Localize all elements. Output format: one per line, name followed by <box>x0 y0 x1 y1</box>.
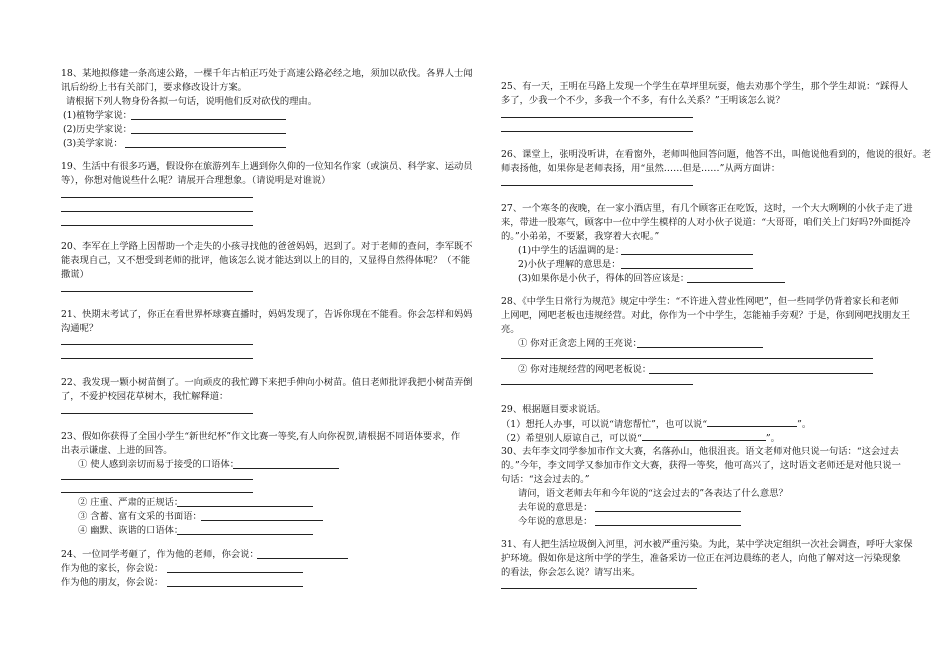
q18-text-line2: 讯后纷纷上书有关部门，要求修改设计方案。 <box>61 82 247 93</box>
q23-extra-line-2[interactable] <box>61 492 253 493</box>
q23-text-line1: 23、假如你获得了全国小学生“新世纪杯”作文比赛一等奖,有人向你祝贺,请根据不同语体要求，作 <box>61 431 461 442</box>
q20-text-line1: 20、李军在上学路上因帮助一个走失的小孩寻找他的爸爸妈妈，迟到了。对于老师的查问，李军既不 <box>61 241 473 252</box>
q24-friend-label: 作为他的朋友，你会说： <box>61 577 164 588</box>
q28-owner-answer-line[interactable] <box>649 373 873 374</box>
q30-last-year-label: 去年说的意思是： <box>518 502 593 513</box>
q28-text-line1: 28、《中学生日常行为规范》规定中学生：“不许进入营业性网吧”，但一些同学仍背着家长和老师 <box>501 296 899 307</box>
q29-text-line1: 29、根据题目要求说话。 <box>501 404 606 415</box>
q20-text-line3: 撒谎） <box>61 269 89 280</box>
q18-aesthetician-answer-line[interactable] <box>125 147 286 148</box>
q18-botanist-label: (1)植物学家说： <box>63 110 132 121</box>
q29-item1-prefix: （1）想托人办事，可以说“请您帮忙”，也可以说“ <box>501 419 708 430</box>
q23-text-line2: 出表示谦虚、上进的回答。 <box>61 445 173 456</box>
q30-text-line1: 30、去年李文同学参加市作文大赛，名落孙山，他很沮丧。语文老师对他只说一句话：“这会过去 <box>501 446 899 457</box>
q27-youngman-label: 2)小伙子理解的意思是： <box>518 259 621 270</box>
q29-item1-suffix: ”。 <box>797 419 812 430</box>
q28-text-line3: 亮。 <box>501 324 520 335</box>
q26-answer-line[interactable] <box>501 185 693 186</box>
q27-student-answer-line[interactable] <box>621 254 753 255</box>
q24-teacher-answer-line[interactable] <box>257 558 348 559</box>
q31-answer-line[interactable] <box>501 588 697 589</box>
q30-this-year-answer-line[interactable] <box>595 525 741 526</box>
q29-item2-answer-blank[interactable] <box>642 431 766 441</box>
q30-text-line2: 的。”今年，李文同学又参加市作文大赛，获得一等奖，他可高兴了，这时语文老师还是对他只说一 <box>501 460 901 471</box>
q27-student-label: (1)中学生的话温调的是： <box>518 245 625 256</box>
q28-wangliang-answer-line[interactable] <box>637 347 763 348</box>
q24-parent-label: 作为他的家长，你会说： <box>61 563 164 574</box>
q18-historian-answer-line[interactable] <box>131 133 286 134</box>
q27-text-line1: 27、一个寒冬的夜晚，在一家小酒店里，有几个顾客正在吃饭，这时，一个大大咧咧的小伙子走了进 <box>501 203 913 214</box>
q23-literary-label: ③ 含蓄、富有文采的书面语： <box>78 511 202 522</box>
q24-parent-answer-line[interactable] <box>167 572 303 573</box>
q19-answer-line-3[interactable] <box>61 225 253 226</box>
q23-colloquial-label: ① 使人感到亲切而易于接受的口语体： <box>78 459 240 470</box>
q19-answer-line-1[interactable] <box>61 197 253 198</box>
q23-humorous-label: ④ 幽默、诙谐的口语体： <box>78 525 184 536</box>
q27-reply-answer-line[interactable] <box>687 282 785 283</box>
q27-text-line2: 来，带进一股寒气，顾客中一位中学生模样的人对小伙子说道：“大哥哥，咱们关上门好吗?外面挺冷 <box>501 217 911 228</box>
q30-last-year-answer-line[interactable] <box>595 511 741 512</box>
q30-question: 请问，语文老师去年和今年说的“这会过去的”各表达了什么意思？ <box>518 488 788 499</box>
q30-this-year-label: 今年说的意思是： <box>518 516 593 527</box>
q21-answer-line-1[interactable] <box>61 344 253 345</box>
q28-owner-answer-line-2[interactable] <box>501 384 693 385</box>
q28-text-line2: 上网吧，网吧老板也违规经营。对此，你作为一个中学生，怎能袖手旁观？于是，你到网吧找朋友王 <box>501 310 911 321</box>
q18-instruction: 请根据下列人物身份各拟一句话，说明他们反对砍伐的理由。 <box>66 96 318 107</box>
q30-text-line3: 句话：“这会过去的。” <box>501 474 590 485</box>
q19-answer-line-2[interactable] <box>61 211 253 212</box>
q21-text-line2: 沟通呢？ <box>61 323 99 334</box>
q31-text-line3: 的看法，你会怎么说？请写出来。 <box>501 567 641 578</box>
q23-colloquial-answer-line[interactable] <box>233 468 339 469</box>
q26-text-line2: 师表扬他，如果你是老师表扬，用“虽然……但是……”从两方面讲： <box>501 163 781 174</box>
q24-teacher-label: 24、一位同学考砸了，作为他的老师，你会说： <box>61 549 259 560</box>
q28-extra-line[interactable] <box>501 358 873 359</box>
q26-text-line1: 26、课堂上，张明没听讲，在看窗外，老师叫他回答问题，他答不出，叫他说他看到的，他说的很好。老 <box>501 149 932 160</box>
q18-historian-label: (2)历史学家说： <box>63 124 132 135</box>
q29-item1-answer-blank[interactable] <box>707 417 797 427</box>
q19-text-line1: 19、生活中有很多巧遇，假设你在旅游列车上遇到你久仰的一位知名作家（或演员、科学家、运动员 <box>61 161 473 172</box>
q27-youngman-answer-line[interactable] <box>621 268 753 269</box>
q29-item1 <box>501 417 811 431</box>
q21-answer-line-2[interactable] <box>61 358 253 359</box>
q21-text-line1: 21、快期末考试了，你正在看世界杯球赛直播时，妈妈发现了，告诉你现在不能看。你会怎样和妈妈 <box>61 309 473 320</box>
q23-humorous-answer-line[interactable] <box>177 534 313 535</box>
q25-text-line1: 25、有一天，王明在马路上发现一个学生在草坪里玩耍，他去劝那个学生，那个学生却说：“踩得人 <box>501 81 909 92</box>
q20-answer-line[interactable] <box>61 291 253 292</box>
q18-text-line1: 18、某地拟修建一条高速公路，一棵千年古柏正巧处于高速公路必经之地，须加以砍伐。各界人士闻 <box>61 68 473 79</box>
q22-text-line1: 22、我发现一颗小树苗倒了。一向顽皮的我忙蹲下来把手伸向小树苗。值日老师批评我把小树苗弄倒 <box>61 377 473 388</box>
q29-item2-prefix: （2）希望别人原谅自己，可以说“ <box>501 433 642 444</box>
q27-text-line3: 的。”小弟弟，不要紧，我穿着大衣呢。” <box>501 231 660 242</box>
q28-wangliang-label: ① 你对正贪恋上网的王亮说： <box>518 338 642 349</box>
q29-item2 <box>501 431 780 445</box>
q23-formal-answer-line[interactable] <box>177 506 313 507</box>
q22-text-line2: 了，不爱护校园花草树木，我忙解释道： <box>61 391 229 402</box>
q23-extra-line-1[interactable] <box>61 479 253 480</box>
q22-answer-line[interactable] <box>61 413 253 414</box>
q18-aesthetician-label: (3)美学家说： <box>63 138 123 149</box>
q20-text-line2: 能表现自己，又不想受到老师的批评，他该怎么说才能达到以上的目的，又显得自然得体呢？（不能 <box>61 255 471 266</box>
q23-literary-answer-line[interactable] <box>201 520 323 521</box>
q25-answer-line-1[interactable] <box>501 117 693 118</box>
q31-text-line1: 31、有人把生活垃圾倒入河里，河水被严重污染。为此，某中学决定组织一次社会调查，呼吁大家保 <box>501 539 913 550</box>
q19-text-line2: 等），你想对他说些什么呢？请展开合理想象。（请说明是对谁说） <box>61 175 331 186</box>
q31-text-line2: 护环境。假如你是这所中学的学生，准备采访一位正在河边晨练的老人，向他了解对这一污染现象 <box>501 553 901 564</box>
q28-owner-label: ② 你对违规经营的网吧老板说： <box>518 364 652 375</box>
q25-text-line2: 多了，少我一个不少，多我一个不多，有什么关系？”王明该怎么说？ <box>501 95 785 106</box>
q24-friend-answer-line[interactable] <box>167 586 303 587</box>
q25-answer-line-2[interactable] <box>501 131 693 132</box>
q18-botanist-answer-line[interactable] <box>131 119 286 120</box>
q23-formal-label: ② 庄重、严肃的正规话： <box>78 497 184 508</box>
q27-reply-label: (3)如果你是小伙子，得体的回答应该是： <box>518 273 690 284</box>
q29-item2-suffix: ”。 <box>765 433 780 444</box>
